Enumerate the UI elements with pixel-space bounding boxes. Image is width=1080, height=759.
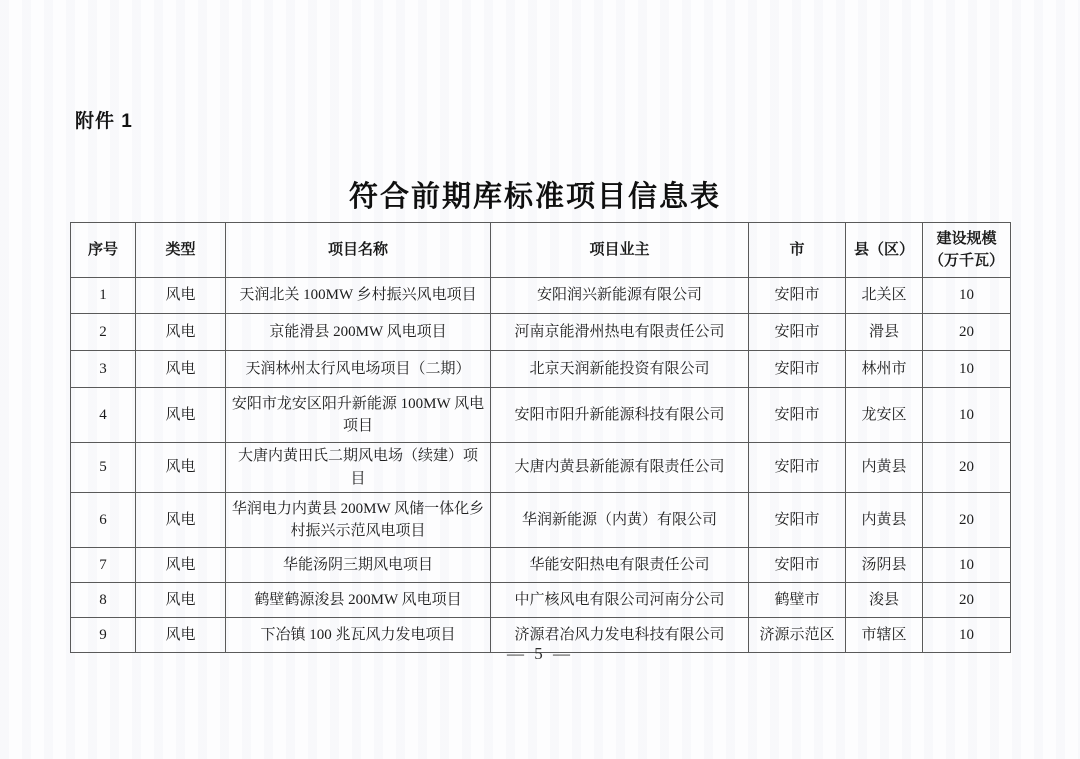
table-row xyxy=(71,583,1011,618)
cell-owner: 中广核风电有限公司河南分公司 xyxy=(491,583,749,618)
cell-type: 风电 xyxy=(136,548,226,583)
column-header-county: 县（区） xyxy=(846,223,923,278)
cell-project-name: 华润电力内黄县 200MW 风储一体化乡村振兴示范风电项目 xyxy=(226,493,491,548)
table-row xyxy=(71,314,1011,351)
column-header-city: 市 xyxy=(749,223,846,278)
cell-serial: 4 xyxy=(71,388,136,443)
cell-type: 风电 xyxy=(136,278,226,314)
cell-type: 风电 xyxy=(136,618,226,653)
cell-type: 风电 xyxy=(136,388,226,443)
cell-city: 安阳市 xyxy=(749,278,846,314)
page-number: — 5 — xyxy=(507,644,573,663)
cell-city: 安阳市 xyxy=(749,314,846,351)
cell-project-name: 华能汤阴三期风电项目 xyxy=(226,548,491,583)
cell-city: 济源示范区 xyxy=(749,618,846,653)
cell-project-name: 大唐内黄田氏二期风电场（续建）项目 xyxy=(226,443,491,493)
cell-project-name: 天润林州太行风电场项目（二期） xyxy=(226,351,491,388)
attachment-label: 附件 1 xyxy=(75,111,133,132)
column-header-scale: 建设规模（万千瓦） xyxy=(923,223,1011,278)
cell-project-name: 安阳市龙安区阳升新能源 100MW 风电项目 xyxy=(226,388,491,443)
cell-county: 市辖区 xyxy=(846,618,923,653)
cell-city: 安阳市 xyxy=(749,443,846,493)
cell-scale: 10 xyxy=(923,278,1011,314)
column-header-owner: 项目业主 xyxy=(491,223,749,278)
cell-county: 北关区 xyxy=(846,278,923,314)
column-header-project-name: 项目名称 xyxy=(226,223,491,278)
cell-city: 鹤壁市 xyxy=(749,583,846,618)
cell-project-name: 下冶镇 100 兆瓦风力发电项目 xyxy=(226,618,491,653)
cell-serial: 5 xyxy=(71,443,136,493)
cell-scale: 10 xyxy=(923,618,1011,653)
cell-county: 龙安区 xyxy=(846,388,923,443)
cell-serial: 7 xyxy=(71,548,136,583)
cell-serial: 2 xyxy=(71,314,136,351)
cell-city: 安阳市 xyxy=(749,493,846,548)
cell-scale: 20 xyxy=(923,314,1011,351)
cell-scale: 20 xyxy=(923,443,1011,493)
cell-owner: 华能安阳热电有限责任公司 xyxy=(491,548,749,583)
table-row xyxy=(71,493,1011,548)
table-body xyxy=(71,278,1011,653)
cell-scale: 10 xyxy=(923,548,1011,583)
cell-type: 风电 xyxy=(136,351,226,388)
cell-serial: 3 xyxy=(71,351,136,388)
cell-owner: 济源君冶风力发电科技有限公司 xyxy=(491,618,749,653)
cell-serial: 9 xyxy=(71,618,136,653)
table-header-row xyxy=(71,223,1011,278)
cell-project-name: 天润北关 100MW 乡村振兴风电项目 xyxy=(226,278,491,314)
table-row xyxy=(71,351,1011,388)
project-info-table xyxy=(70,222,1011,653)
table-row xyxy=(71,548,1011,583)
table-row xyxy=(71,278,1011,314)
column-header-type: 类型 xyxy=(136,223,226,278)
table-row xyxy=(71,388,1011,443)
cell-serial: 8 xyxy=(71,583,136,618)
cell-county: 滑县 xyxy=(846,314,923,351)
cell-type: 风电 xyxy=(136,443,226,493)
cell-scale: 10 xyxy=(923,388,1011,443)
cell-county: 汤阴县 xyxy=(846,548,923,583)
column-header-serial: 序号 xyxy=(71,223,136,278)
cell-type: 风电 xyxy=(136,493,226,548)
cell-city: 安阳市 xyxy=(749,388,846,443)
cell-serial: 6 xyxy=(71,493,136,548)
cell-owner: 北京天润新能投资有限公司 xyxy=(491,351,749,388)
cell-city: 安阳市 xyxy=(749,548,846,583)
cell-county: 内黄县 xyxy=(846,493,923,548)
cell-city: 安阳市 xyxy=(749,351,846,388)
cell-owner: 大唐内黄县新能源有限责任公司 xyxy=(491,443,749,493)
table-row xyxy=(71,443,1011,493)
cell-project-name: 鹤壁鹤源浚县 200MW 风电项目 xyxy=(226,583,491,618)
cell-project-name: 京能滑县 200MW 风电项目 xyxy=(226,314,491,351)
cell-owner: 安阳润兴新能源有限公司 xyxy=(491,278,749,314)
cell-county: 内黄县 xyxy=(846,443,923,493)
cell-type: 风电 xyxy=(136,583,226,618)
cell-scale: 20 xyxy=(923,583,1011,618)
cell-owner: 河南京能滑州热电有限责任公司 xyxy=(491,314,749,351)
page-title: 符合前期库标准项目信息表 xyxy=(348,181,721,213)
cell-scale: 20 xyxy=(923,493,1011,548)
cell-owner: 华润新能源（内黄）有限公司 xyxy=(491,493,749,548)
cell-type: 风电 xyxy=(136,314,226,351)
cell-scale: 10 xyxy=(923,351,1011,388)
cell-serial: 1 xyxy=(71,278,136,314)
cell-county: 林州市 xyxy=(846,351,923,388)
cell-county: 浚县 xyxy=(846,583,923,618)
cell-owner: 安阳市阳升新能源科技有限公司 xyxy=(491,388,749,443)
